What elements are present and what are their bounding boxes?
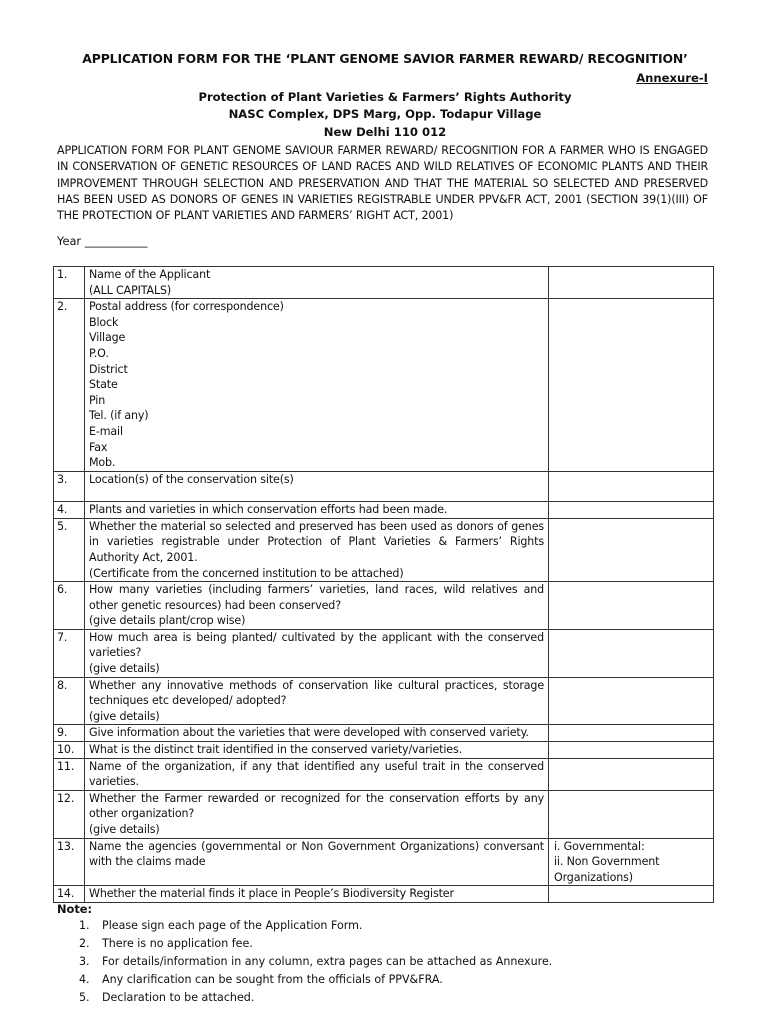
form-row xyxy=(54,725,714,742)
question-text: Whether the material finds it place in People’s Biodiversity Register xyxy=(89,887,454,901)
question-cell xyxy=(85,758,549,790)
question-cell xyxy=(85,790,549,838)
note-text: Declaration to be attached. xyxy=(102,990,255,1004)
note-text: Please sign each page of the Application Form. xyxy=(102,919,363,932)
row-number: 2. xyxy=(54,299,85,472)
authority-name: Protection of Plant Varieties & Farmers’ Rights Authority xyxy=(198,90,572,104)
question-text: E-mail xyxy=(89,424,123,438)
answer-text: ii. Non Government Organizations) xyxy=(554,855,660,884)
answer-cell[interactable] xyxy=(549,742,714,759)
question-text: Whether the Farmer rewarded or recognized for the conservation efforts by any other organization? xyxy=(89,791,544,821)
question-text: (give details) xyxy=(89,823,160,836)
question-text: Name of the organization, if any that identified any useful trait in the conserved varieties. xyxy=(89,759,544,789)
note-item xyxy=(57,953,552,971)
question-cell xyxy=(85,267,549,299)
question-cell xyxy=(85,299,549,472)
answer-cell[interactable] xyxy=(549,886,714,903)
row-number: 12. xyxy=(54,790,85,838)
form-row xyxy=(54,501,714,518)
form-row xyxy=(54,471,714,501)
note-item xyxy=(57,971,552,989)
question-cell xyxy=(85,886,549,903)
note-number: 1. xyxy=(79,919,90,932)
row-number: 6. xyxy=(54,582,85,630)
form-title: APPLICATION FORM FOR THE ‘PLANT GENOME SAVIOR FARMER REWARD/ RECOGNITION’ xyxy=(82,51,688,66)
answer-cell[interactable] xyxy=(549,518,714,581)
note-text: Any clarification can be sought from the officials of PPV&FRA. xyxy=(102,972,443,986)
question-cell xyxy=(85,629,549,677)
question-text: What is the distinct trait identified in the conserved variety/varieties. xyxy=(89,743,462,757)
question-text: How many varieties (including farmers’ varieties, land races, wild relatives and other genetic resources) had been conserved? xyxy=(89,583,544,612)
form-row xyxy=(54,267,714,299)
answer-cell[interactable] xyxy=(549,299,714,472)
note-heading: Note: xyxy=(57,902,93,916)
row-number: 8. xyxy=(54,677,85,725)
answer-cell[interactable] xyxy=(549,582,714,630)
question-cell xyxy=(85,677,549,725)
answer-cell[interactable] xyxy=(549,790,714,838)
question-text: P.O. xyxy=(89,346,109,360)
question-text: District xyxy=(89,362,128,376)
question-text: (ALL CAPITALS) xyxy=(89,283,172,297)
question-text: Plants and varieties in which conservation efforts had been made. xyxy=(89,502,448,516)
question-text: Give information about the varieties that were developed with conserved variety. xyxy=(89,726,529,740)
question-text: Postal address (for correspondence) xyxy=(89,300,284,314)
question-cell xyxy=(85,742,549,759)
note-number: 5. xyxy=(79,990,90,1004)
row-number: 4. xyxy=(54,501,85,518)
note-item xyxy=(57,917,552,935)
row-number: 5. xyxy=(54,518,85,581)
form-row xyxy=(54,629,714,677)
note-text: There is no application fee. xyxy=(102,936,253,950)
answer-cell[interactable] xyxy=(549,629,714,677)
form-row xyxy=(54,518,714,581)
question-text: Name the agencies (governmental or Non Government Organizations) conversant with the claims made xyxy=(89,839,544,869)
question-text: Village xyxy=(89,331,126,345)
question-cell xyxy=(85,518,549,581)
question-text: Name of the Applicant xyxy=(89,268,211,281)
note-number: 3. xyxy=(79,954,90,968)
year-field: Year ___________ xyxy=(57,234,148,248)
question-text: Whether the material so selected and preserved has been used as donors of genes in varieties registrable under Protection of Plant Varieties & Farmers’ Rights Authority Act, 2001. xyxy=(89,519,544,564)
question-text: (give details) xyxy=(89,662,160,676)
question-cell xyxy=(85,471,549,501)
form-row xyxy=(54,582,714,630)
row-number: 7. xyxy=(54,629,85,677)
question-text: State xyxy=(89,378,118,392)
question-text: (give details plant/crop wise) xyxy=(89,614,246,628)
row-number: 10. xyxy=(54,742,85,759)
annexure-label: Annexure-I xyxy=(636,71,708,85)
question-text: Location(s) of the conservation site(s) xyxy=(89,472,294,486)
answer-cell[interactable] xyxy=(549,838,714,886)
authority-city: New Delhi 110 012 xyxy=(323,125,447,139)
question-text: (give details) xyxy=(89,709,160,723)
question-cell xyxy=(85,838,549,886)
note-number: 4. xyxy=(79,972,90,986)
question-text: (Certificate from the concerned institution to be attached) xyxy=(89,566,404,580)
question-cell xyxy=(85,501,549,518)
row-number: 9. xyxy=(54,725,85,742)
notes-list xyxy=(57,917,552,1007)
application-table xyxy=(53,266,714,903)
answer-cell[interactable] xyxy=(549,677,714,725)
form-row xyxy=(54,886,714,903)
question-text: Fax xyxy=(89,440,108,454)
row-number: 13. xyxy=(54,838,85,886)
note-item xyxy=(57,989,552,1007)
note-item xyxy=(57,935,552,953)
question-text: How much area is being planted/ cultivated by the applicant with the conserved varieties? xyxy=(89,630,544,660)
form-row xyxy=(54,677,714,725)
answer-cell[interactable] xyxy=(549,501,714,518)
question-cell xyxy=(85,725,549,742)
row-number: 3. xyxy=(54,471,85,501)
question-text: Tel. (if any) xyxy=(89,409,149,423)
form-row xyxy=(54,742,714,759)
form-row xyxy=(54,299,714,472)
answer-cell[interactable] xyxy=(549,471,714,501)
question-text: Block xyxy=(89,315,119,329)
question-text: Mob. xyxy=(89,456,116,470)
answer-cell[interactable] xyxy=(549,758,714,790)
answer-cell[interactable] xyxy=(549,267,714,299)
note-text: For details/information in any column, extra pages can be attached as Annexure. xyxy=(102,954,553,968)
answer-text: i. Governmental: xyxy=(554,839,645,853)
question-cell xyxy=(85,582,549,630)
question-text: Whether any innovative methods of conservation like cultural practices, storage techniques etc developed/ adopted? xyxy=(89,678,544,708)
question-text: Pin xyxy=(89,393,106,407)
row-number: 11. xyxy=(54,758,85,790)
row-number: 1. xyxy=(54,267,85,299)
form-row xyxy=(54,790,714,838)
form-row xyxy=(54,838,714,886)
row-number: 14. xyxy=(54,886,85,903)
form-intro: APPLICATION FORM FOR PLANT GENOME SAVIOUR FARMER REWARD/ RECOGNITION FOR A FARMER WHO IS ENGAGED IN CONSERVATION OF GENETIC RESOURCES OF LAND RACES AND WILD RELATIVES OF ECONOMIC PLANTS AND THEIR IMPROVEMENT THROUGH SELECTION AND PRESERVATION AND THAT THE MATERIAL SO SELECTED AND PRESERVED HAS BEEN USED AS DONORS OF GENES IN VARIETIES REGISTRABLE UNDER PPV&FR ACT, 2001 (SECTION 39(1)(III) OF THE PROTECTION OF PLANT VARIETIES AND FARMERS’ RIGHT ACT, 2001) xyxy=(57,144,708,223)
note-number: 2. xyxy=(79,936,90,950)
authority-address: NASC Complex, DPS Marg, Opp. Todapur Village xyxy=(228,107,542,121)
answer-cell[interactable] xyxy=(549,725,714,742)
form-row xyxy=(54,758,714,790)
